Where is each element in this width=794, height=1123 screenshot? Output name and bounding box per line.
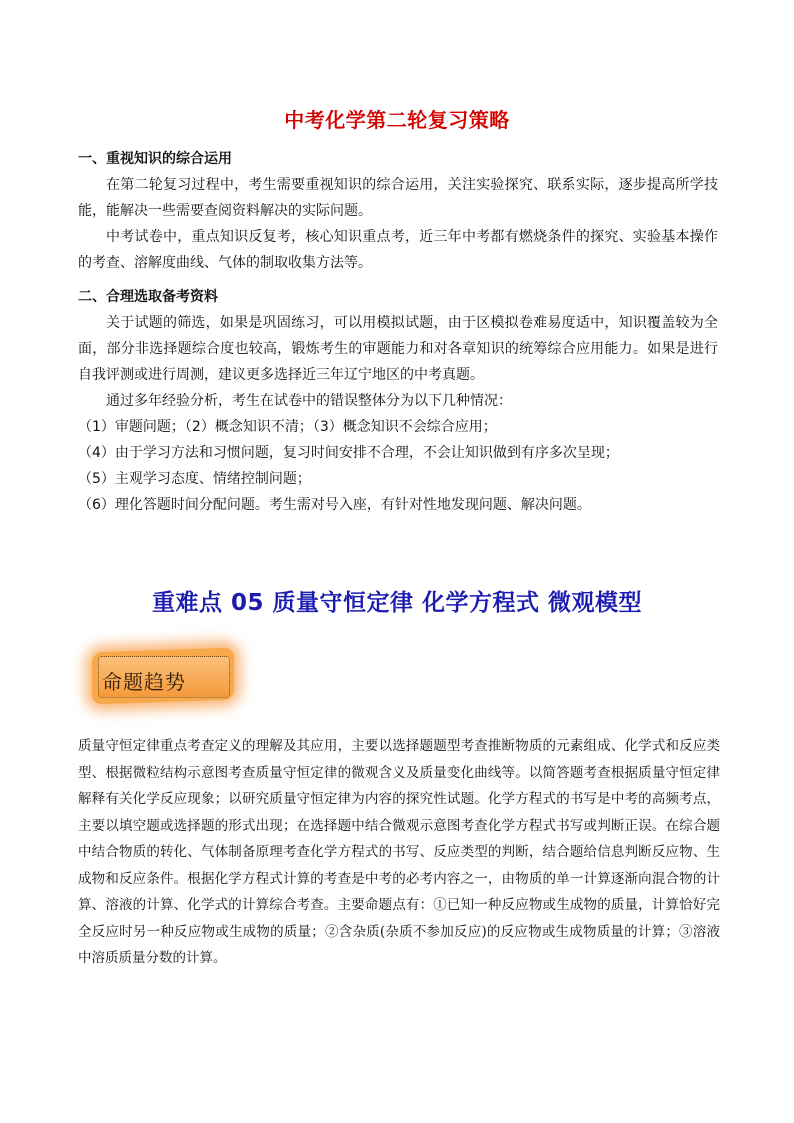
section-2	[78, 284, 718, 518]
list-item: （1）审题问题；（2）概念知识不清；（3）概念知识不会综合应用；	[78, 419, 497, 435]
list-item: （4）由于学习方法和习惯问题，复习时间安排不合理，不会让知识做到有序多次呈现；	[78, 445, 619, 461]
section-1	[78, 146, 718, 276]
page-title: 中考化学第二轮复习策略	[284, 108, 510, 132]
section-1-paragraph-1: 在第二轮复习过程中，考生需要重视知识的综合运用，关注实验探究、联系实际，逐步提高所学技能，能解决一些需要查阅资料解决的实际问题。	[78, 177, 718, 219]
section-2-paragraph-1: 关于试题的筛选，如果是巩固练习，可以用模拟试题，由于区模拟卷难易度适中，知识覆盖较为全面，部分非选择题综合度也较高，锻炼考生的审题能力和对各章知识的统筹综合应用能力。如果是进行自我评测或进行周测，建议更多选择近三年辽宁地区的中考真题。	[78, 315, 718, 383]
section-1-paragraph-2: 中考试卷中，重点知识反复考，核心知识重点考，近三年中考都有燃烧条件的探究、实验基本操作的考查、溶解度曲线、气体的制取收集方法等。	[78, 229, 718, 271]
section-1-heading: 一、重视知识的综合运用	[78, 151, 232, 167]
list-item: （5）主观学习态度、情绪控制问题；	[78, 471, 311, 487]
trend-paragraph: 质量守恒定律重点考查定义的理解及其应用，主要以选择题题型考查推断物质的元素组成、化学式和反应类型、根据微粒结构示意图考查质量守恒定律的微观含义及质量变化曲线等。以简答题考查根据质量守恒定律解释有关化学反应现象；以研究质量守恒定律为内容的探究性试题。化学方程式的书写是中考的高频考点，主要以填空题或选择题的形式出现；在选择题中结合微观示意图考查化学方程式书写或判断正误。在综合题中结合物质的转化、气体制备原理考查化学方程式的书写、反应类型的判断，结合题给信息判断反应物、生成物和反应条件。根据化学方程式计算的考查是中考的必考内容之一，由物质的单一计算逐渐向混合物的计算、溶液的计算、化学式的计算综合考查。主要命题点有：①已知一种反应物或生成物的质量，计算恰好完全反应时另一种反应物或生成物的质量；②含杂质(杂质不参加反应)的反应物或生成物质量的计算；③溶液中溶质质量分数的计算。	[78, 738, 720, 966]
list-item: （6）理化答题时间分配问题。考生需对号入座，有针对性地发现问题、解决问题。	[78, 497, 591, 513]
section-2-heading: 二、合理选取备考资料	[78, 289, 218, 305]
trend-badge	[88, 644, 238, 708]
section-title-key-point: 重难点 05 质量守恒定律 化学方程式 微观模型	[151, 590, 643, 616]
section-2-paragraph-2: 通过多年经验分析，考生在试卷中的错误整体分为以下几种情况：	[106, 393, 512, 409]
badge-label: 命题趋势	[102, 670, 186, 694]
